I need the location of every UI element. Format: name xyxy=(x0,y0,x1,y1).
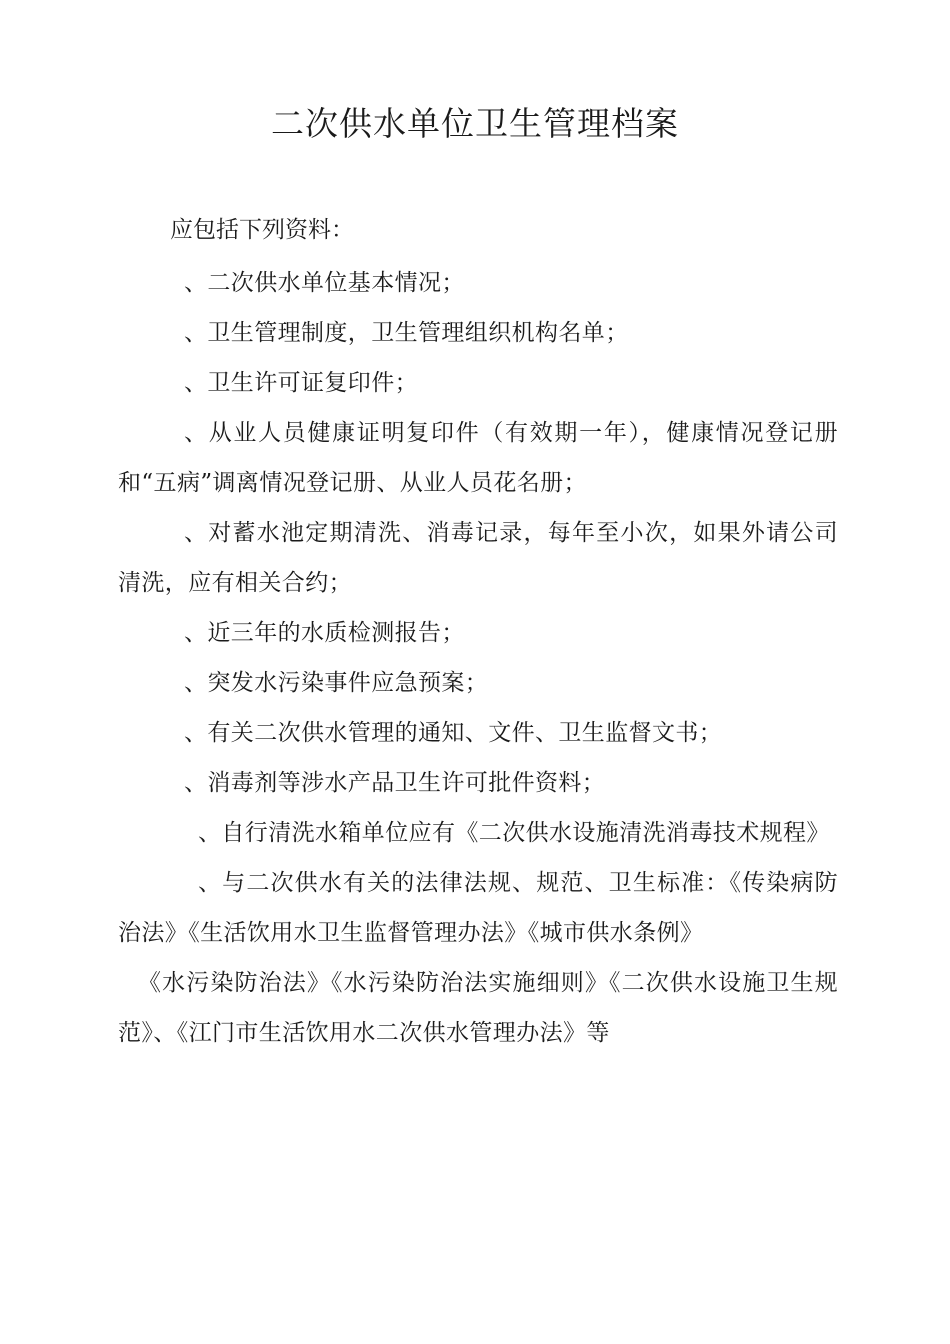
list-item: 、自行清洗水箱单位应有《二次供水设施清洗消毒技术规程》 xyxy=(198,820,830,846)
intro-text: 应包括下列资料： xyxy=(170,217,354,243)
list-item: 、消毒剂等涉水产品卫生许可批件资料； xyxy=(184,770,606,796)
list-item: 、突发水污染事件应急预案； xyxy=(184,670,489,696)
list-item: 、对蓄水池定期清洗、消毒记录，每年至小次，如果外请公司清洗，应有相关合约； xyxy=(118,520,838,596)
list-item: 、卫生管理制度，卫生管理组织机构名单； xyxy=(184,320,629,346)
list-item: 、有关二次供水管理的通知、文件、卫生监督文书； xyxy=(184,720,723,746)
list-item: 、二次供水单位基本情况； xyxy=(184,270,465,296)
requirement-list xyxy=(118,258,838,1058)
list-item: 、卫生许可证复印件； xyxy=(184,370,418,396)
list-item: 、近三年的水质检测报告； xyxy=(184,620,465,646)
list-item: 《水污染防治法》《水污染防治法实施细则》《二次供水设施卫生规范》、《江门市生活饮用水二次供水管理办法》等 xyxy=(118,970,838,1046)
list-item: 、与二次供水有关的法律法规、规范、卫生标准：《传染病防治法》《生活饮用水卫生监督管理办法》《城市供水条例》 xyxy=(118,870,838,946)
document-title: 二次供水单位卫生管理档案 xyxy=(271,104,679,143)
list-item: 、从业人员健康证明复印件（有效期一年），健康情况登记册和“五病”调离情况登记册、从业人员花名册； xyxy=(118,420,838,496)
